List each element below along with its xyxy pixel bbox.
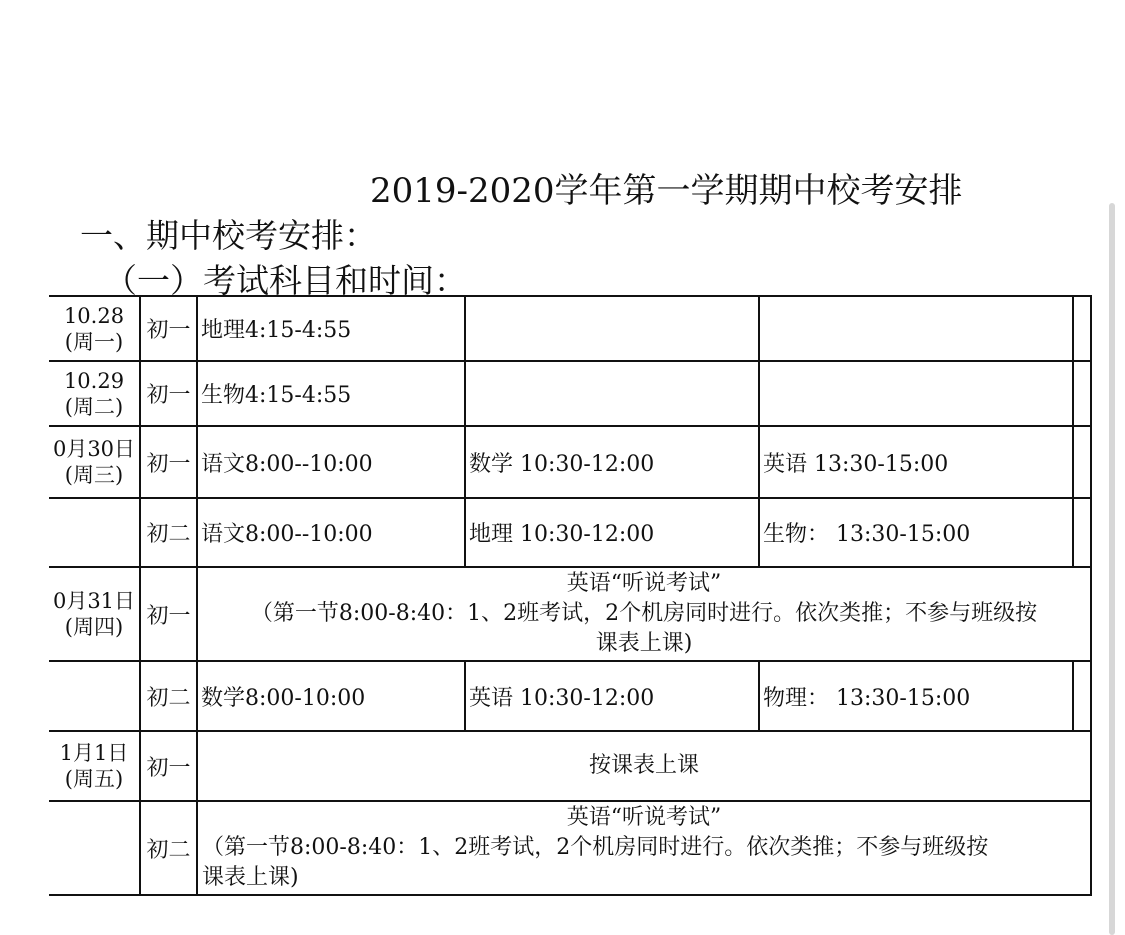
empty-cell (1073, 498, 1091, 567)
grade-cell: 初一 (140, 567, 197, 661)
table-row (49, 661, 1091, 731)
date-line: 1月1日 (59, 741, 129, 765)
merged-line: 英语“听说考试” (566, 571, 722, 596)
subsection-heading: （一）考试科目和时间： (104, 261, 467, 300)
grade-cell: 初二 (140, 661, 197, 731)
merged-line: 课表上课) (202, 865, 299, 890)
exam-cell: 地理 10:30-12:00 (465, 498, 759, 567)
table-row (49, 426, 1091, 498)
document-title: 2019-2020学年第一学期期中校考安排 (370, 171, 963, 211)
exam-cell: 数学8:00-10:00 (197, 661, 465, 731)
empty-cell (1073, 426, 1091, 498)
table-row (49, 801, 1091, 895)
grade-cell: 初一 (140, 426, 197, 498)
merged-line: （第一节8:00-8:40：1、2班考试，2个机房同时进行。依次类推；不参与班级按 (250, 601, 1038, 626)
weekday-line: (周二) (64, 394, 124, 419)
date-line: 0月30日 (52, 437, 136, 461)
grade-cell: 初二 (140, 801, 197, 895)
merged-line: 英语“听说考试” (566, 805, 722, 830)
exam-cell: 生物4:15-4:55 (197, 361, 465, 426)
exam-cell: 英语 13:30-15:00 (759, 426, 1073, 498)
grade-cell: 初一 (140, 361, 197, 426)
date-cell (49, 731, 140, 801)
exam-cell: 语文8:00--10:00 (197, 498, 465, 567)
date-cell (49, 661, 140, 731)
empty-cell (1073, 361, 1091, 426)
date-cell (49, 296, 140, 361)
date-cell (49, 498, 140, 567)
table-row (49, 361, 1091, 426)
date-cell (49, 801, 140, 895)
exam-cell (465, 296, 759, 361)
exam-cell (465, 361, 759, 426)
regular-class-cell: 按课表上课 (197, 731, 1091, 801)
grade-cell: 初一 (140, 296, 197, 361)
section-heading: 一、期中校考安排： (80, 216, 377, 255)
date-line: 10.28 (63, 303, 125, 328)
merged-line: 课表上课) (595, 631, 693, 656)
exam-cell: 英语 10:30-12:00 (465, 661, 759, 731)
exam-cell: 生物： 13:30-15:00 (759, 498, 1073, 567)
exam-schedule-table (49, 295, 1092, 896)
grade-cell: 初二 (140, 498, 197, 567)
empty-cell (1073, 661, 1091, 731)
exam-cell: 语文8:00--10:00 (197, 426, 465, 498)
date-line: 10.29 (63, 368, 125, 393)
table-row (49, 498, 1091, 567)
weekday-line: (周三) (64, 463, 124, 487)
date-line: 0月31日 (52, 589, 136, 613)
weekday-line: (周五) (64, 767, 124, 791)
weekday-line: (周一) (64, 329, 124, 354)
weekday-line: (周四) (64, 615, 124, 639)
empty-cell (1073, 296, 1091, 361)
listening-exam-cell (197, 801, 1091, 895)
grade-cell: 初一 (140, 731, 197, 801)
table-row (49, 296, 1091, 361)
vertical-scrollbar[interactable] (1109, 203, 1115, 935)
date-cell (49, 361, 140, 426)
exam-cell: 物理： 13:30-15:00 (759, 661, 1073, 731)
date-cell (49, 426, 140, 498)
date-cell (49, 567, 140, 661)
merged-line: （第一节8:00-8:40：1、2班考试，2个机房同时进行。依次类推；不参与班级按 (202, 835, 989, 860)
listening-exam-cell (197, 567, 1091, 661)
exam-cell (759, 361, 1073, 426)
exam-cell (759, 296, 1073, 361)
exam-cell: 数学 10:30-12:00 (465, 426, 759, 498)
table-row (49, 567, 1091, 661)
exam-cell: 地理4:15-4:55 (197, 296, 465, 361)
table-row (49, 731, 1091, 801)
